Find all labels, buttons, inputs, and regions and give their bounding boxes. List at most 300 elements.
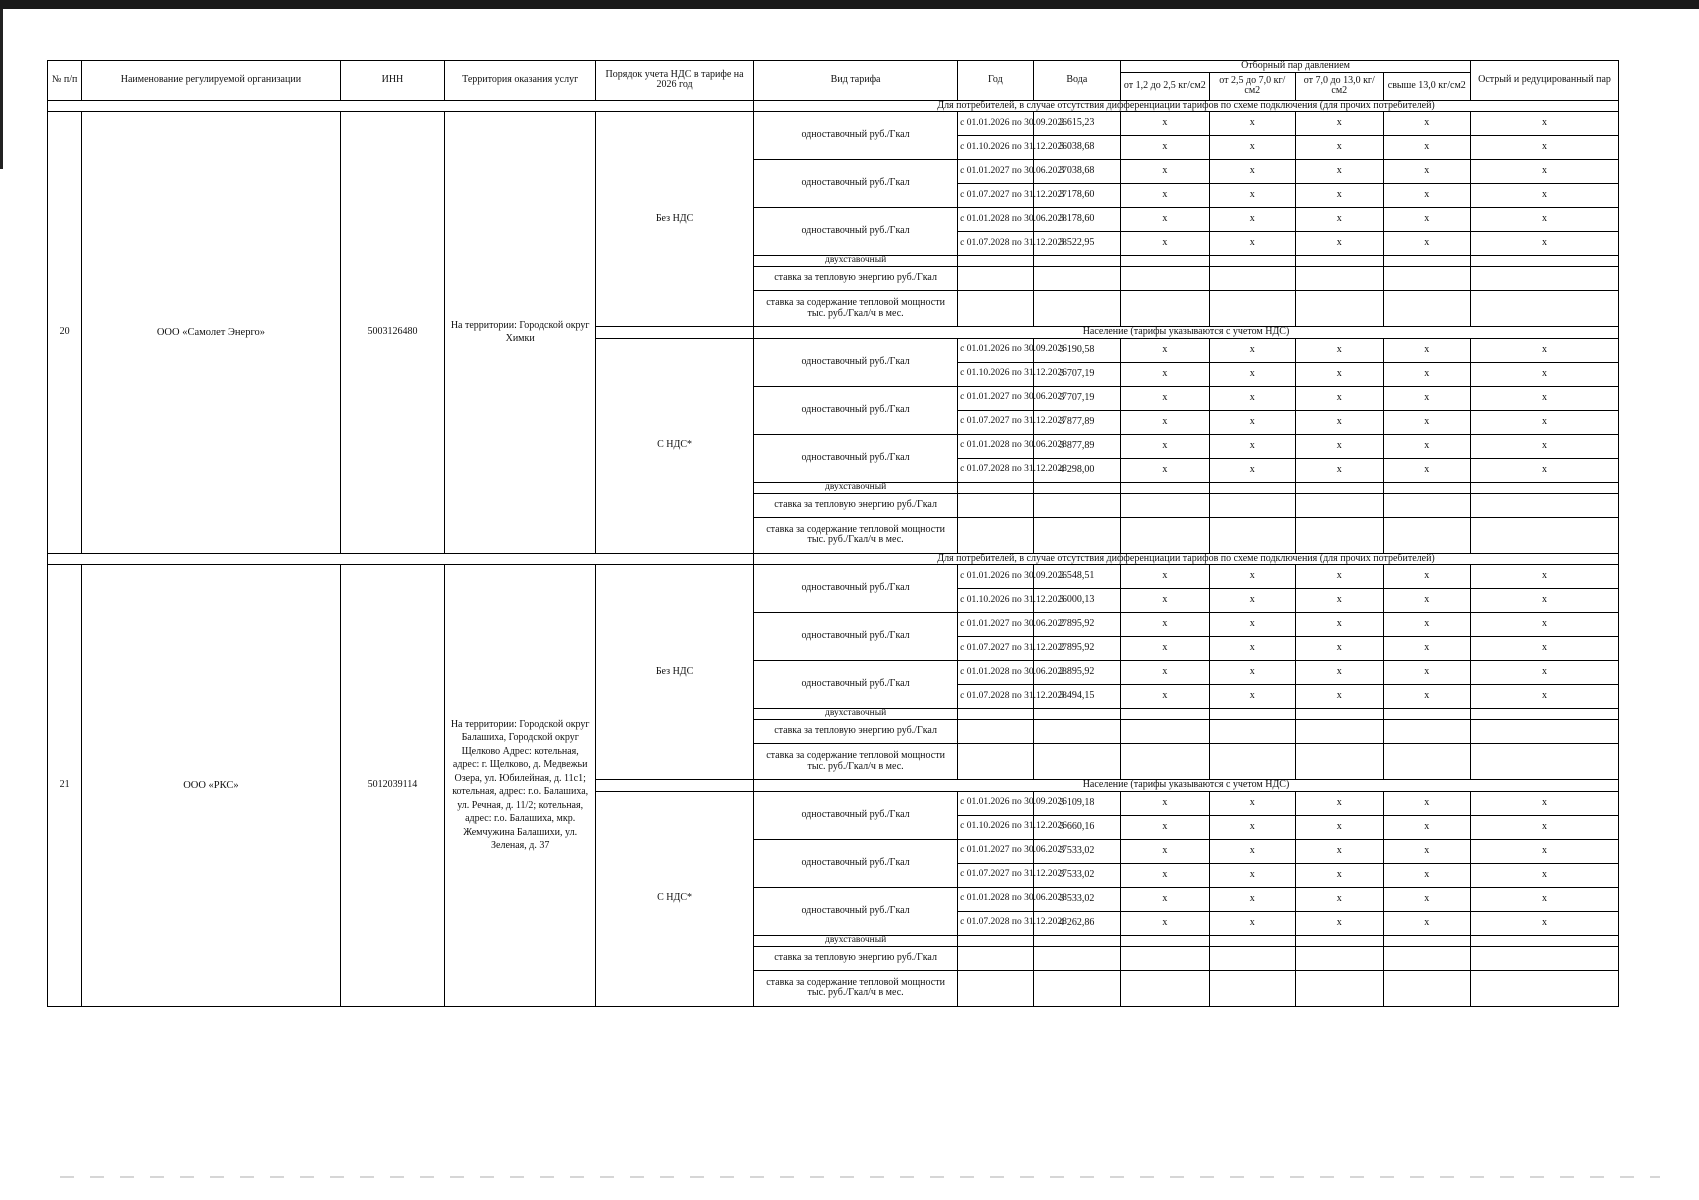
header-sharp-steam: Острый и редуцированный пар	[1471, 61, 1619, 101]
tariff-type-one-part: одноставочный руб./Гкал	[754, 839, 958, 887]
empty-cell	[958, 482, 1033, 493]
x-cell: x	[1383, 386, 1471, 410]
vat-group-with-vat: С НДС*	[596, 791, 754, 1006]
period-cell: с 01.10.2026 по 31.12.2026	[958, 136, 1033, 160]
x-cell: x	[1296, 112, 1383, 136]
period-cell: с 01.01.2027 по 30.06.2027	[958, 386, 1033, 410]
empty-cell	[1033, 720, 1120, 744]
x-cell: x	[1383, 362, 1471, 386]
x-cell: x	[1383, 887, 1471, 911]
empty-cell	[1383, 256, 1471, 267]
x-cell: x	[1209, 661, 1295, 685]
x-cell: x	[1383, 815, 1471, 839]
water-value: 3 178,60	[1033, 208, 1120, 232]
x-cell: x	[1209, 815, 1295, 839]
empty-cell	[1471, 256, 1619, 267]
rate-energy-label: ставка за тепловую энергию руб./Гкал	[754, 493, 958, 517]
rate-capacity-label: ставка за содержание тепловой мощности тыс. руб./Гкал/ч в мес.	[754, 970, 958, 1006]
empty-cell	[1209, 970, 1295, 1006]
empty-cell	[958, 970, 1033, 1006]
x-cell: x	[1471, 232, 1619, 256]
x-cell: x	[1121, 589, 1210, 613]
header-water: Вода	[1033, 61, 1120, 101]
section-other-consumers: Для потребителей, в случае отсутствия дифференциации тарифов по схеме подключения (для прочих потребителей)	[754, 100, 1619, 112]
x-cell: x	[1121, 815, 1210, 839]
x-cell: x	[1209, 362, 1295, 386]
period-cell: с 01.07.2027 по 31.12.2027	[958, 863, 1033, 887]
x-cell: x	[1471, 112, 1619, 136]
period-cell: с 01.01.2028 по 30.06.2028	[958, 208, 1033, 232]
header-steam-group: Отборный пар давлением	[1121, 61, 1471, 73]
empty-cell	[1471, 493, 1619, 517]
header-num: № п/п	[48, 61, 82, 101]
empty-cell	[1471, 291, 1619, 327]
water-value: 3 877,89	[1033, 434, 1120, 458]
empty-cell	[1383, 970, 1471, 1006]
x-cell: x	[1121, 434, 1210, 458]
empty-cell	[1209, 493, 1295, 517]
tariff-type-two-part: двухставочный	[754, 709, 958, 720]
x-cell: x	[1121, 661, 1210, 685]
tariff-type-two-part: двухставочный	[754, 482, 958, 493]
empty-cell	[1471, 946, 1619, 970]
x-cell: x	[1209, 839, 1295, 863]
x-cell: x	[1383, 589, 1471, 613]
section-blank	[596, 327, 754, 339]
empty-cell	[1383, 517, 1471, 553]
header-year: Год	[958, 61, 1033, 101]
water-value: 2 895,92	[1033, 613, 1120, 637]
water-value: 3 178,60	[1033, 184, 1120, 208]
water-value: 2 895,92	[1033, 661, 1120, 685]
x-cell: x	[1209, 637, 1295, 661]
x-cell: x	[1383, 136, 1471, 160]
empty-cell	[1471, 709, 1619, 720]
x-cell: x	[1296, 661, 1383, 685]
water-value: 3 190,58	[1033, 338, 1120, 362]
x-cell: x	[1121, 184, 1210, 208]
x-cell: x	[1121, 386, 1210, 410]
water-value: 3 533,02	[1033, 887, 1120, 911]
x-cell: x	[1296, 911, 1383, 935]
x-cell: x	[1383, 112, 1471, 136]
water-value: 3 877,89	[1033, 410, 1120, 434]
empty-cell	[1121, 709, 1210, 720]
period-cell: с 01.01.2026 по 30.09.2026	[958, 791, 1033, 815]
x-cell: x	[1471, 815, 1619, 839]
x-cell: x	[1383, 458, 1471, 482]
x-cell: x	[1209, 685, 1295, 709]
tariff-type-one-part: одноставочный руб./Гкал	[754, 613, 958, 661]
x-cell: x	[1296, 637, 1383, 661]
tariff-table	[47, 60, 1619, 1007]
empty-cell	[1209, 482, 1295, 493]
empty-cell	[1296, 946, 1383, 970]
empty-cell	[1383, 493, 1471, 517]
x-cell: x	[1209, 136, 1295, 160]
empty-cell	[1383, 744, 1471, 780]
x-cell: x	[1209, 911, 1295, 935]
x-cell: x	[1383, 685, 1471, 709]
x-cell: x	[1209, 338, 1295, 362]
x-cell: x	[1296, 458, 1383, 482]
x-cell: x	[1209, 589, 1295, 613]
x-cell: x	[1121, 458, 1210, 482]
x-cell: x	[1121, 362, 1210, 386]
org-number: 21	[48, 565, 82, 1007]
org-territory: На территории: Городской округ Балашиха, Городской округ Щелково Адрес: котельная, адрес: г. Щелково, д. Медвежьи Озера, ул. Юбилейная, д. 11с1; котельная, адрес: г.о. Балашиха, ул. Речная, д. 11/2; котельная, адрес: г.о. Балашиха, мкр. Жемчужина Балашихи, ул. Зеленая, д. 37	[445, 565, 596, 1007]
period-cell: с 01.01.2026 по 30.09.2026	[958, 112, 1033, 136]
empty-cell	[1121, 493, 1210, 517]
x-cell: x	[1383, 911, 1471, 935]
section-blank	[48, 553, 754, 565]
empty-cell	[1471, 517, 1619, 553]
empty-cell	[1471, 267, 1619, 291]
tariff-type-one-part: одноставочный руб./Гкал	[754, 434, 958, 482]
empty-cell	[1121, 720, 1210, 744]
period-cell: с 01.01.2028 по 30.06.2028	[958, 434, 1033, 458]
scan-left-edge	[0, 9, 3, 169]
org-number: 20	[48, 112, 82, 554]
x-cell: x	[1209, 112, 1295, 136]
x-cell: x	[1296, 791, 1383, 815]
empty-cell	[1033, 935, 1120, 946]
empty-cell	[1296, 744, 1383, 780]
x-cell: x	[1209, 458, 1295, 482]
water-value: 3 533,02	[1033, 839, 1120, 863]
org-inn: 5003126480	[340, 112, 445, 554]
empty-cell	[958, 946, 1033, 970]
x-cell: x	[1296, 184, 1383, 208]
empty-cell	[1121, 291, 1210, 327]
x-cell: x	[1471, 661, 1619, 685]
x-cell: x	[1121, 338, 1210, 362]
x-cell: x	[1121, 839, 1210, 863]
x-cell: x	[1383, 160, 1471, 184]
empty-cell	[1471, 970, 1619, 1006]
x-cell: x	[1209, 434, 1295, 458]
x-cell: x	[1383, 839, 1471, 863]
tariff-type-one-part: одноставочный руб./Гкал	[754, 208, 958, 256]
empty-cell	[1033, 482, 1120, 493]
empty-cell	[1033, 256, 1120, 267]
period-cell: с 01.10.2026 по 31.12.2026	[958, 362, 1033, 386]
empty-cell	[1209, 256, 1295, 267]
org-inn: 5012039114	[340, 565, 445, 1007]
tariff-type-one-part: одноставочный руб./Гкал	[754, 887, 958, 935]
period-cell: с 01.07.2027 по 31.12.2027	[958, 410, 1033, 434]
water-value: 4 298,00	[1033, 458, 1120, 482]
x-cell: x	[1383, 232, 1471, 256]
section-row	[48, 100, 1619, 112]
empty-cell	[1121, 517, 1210, 553]
x-cell: x	[1209, 887, 1295, 911]
empty-cell	[1033, 291, 1120, 327]
empty-cell	[1296, 720, 1383, 744]
rate-capacity-label: ставка за содержание тепловой мощности тыс. руб./Гкал/ч в мес.	[754, 517, 958, 553]
tariff-type-two-part: двухставочный	[754, 935, 958, 946]
period-cell: с 01.01.2026 по 30.09.2026	[958, 338, 1033, 362]
x-cell: x	[1471, 338, 1619, 362]
section-other-consumers: Для потребителей, в случае отсутствия дифференциации тарифов по схеме подключения (для прочих потребителей)	[754, 553, 1619, 565]
tariff-type-one-part: одноставочный руб./Гкал	[754, 386, 958, 434]
water-value: 4 262,86	[1033, 911, 1120, 935]
water-value: 3 000,13	[1033, 589, 1120, 613]
header-pressure-3: от 7,0 до 13,0 кг/см2	[1296, 72, 1383, 100]
empty-cell	[1383, 482, 1471, 493]
empty-cell	[1296, 935, 1383, 946]
x-cell: x	[1471, 839, 1619, 863]
empty-cell	[1209, 946, 1295, 970]
section-population: Население (тарифы указываются с учетом НДС)	[754, 327, 1619, 339]
x-cell: x	[1471, 685, 1619, 709]
x-cell: x	[1296, 136, 1383, 160]
x-cell: x	[1471, 136, 1619, 160]
empty-cell	[1209, 744, 1295, 780]
header-inn: ИНН	[340, 61, 445, 101]
x-cell: x	[1209, 410, 1295, 434]
empty-cell	[958, 256, 1033, 267]
period-cell: с 01.10.2026 по 31.12.2026	[958, 589, 1033, 613]
header-org: Наименование регулируемой организации	[82, 61, 340, 101]
x-cell: x	[1383, 208, 1471, 232]
x-cell: x	[1121, 160, 1210, 184]
x-cell: x	[1121, 232, 1210, 256]
x-cell: x	[1296, 685, 1383, 709]
tariff-type-one-part: одноставочный руб./Гкал	[754, 338, 958, 386]
period-cell: с 01.07.2028 по 31.12.2028	[958, 911, 1033, 935]
section-row	[48, 553, 1619, 565]
vat-group-no-vat: Без НДС	[596, 112, 754, 327]
empty-cell	[1296, 267, 1383, 291]
water-value: 2 615,23	[1033, 112, 1120, 136]
tariff-type-one-part: одноставочный руб./Гкал	[754, 112, 958, 160]
x-cell: x	[1471, 911, 1619, 935]
tariff-type-one-part: одноставочный руб./Гкал	[754, 565, 958, 613]
empty-cell	[1296, 970, 1383, 1006]
x-cell: x	[1471, 208, 1619, 232]
water-value: 2 548,51	[1033, 565, 1120, 589]
x-cell: x	[1471, 362, 1619, 386]
x-cell: x	[1121, 887, 1210, 911]
period-cell: с 01.01.2027 по 30.06.2027	[958, 160, 1033, 184]
x-cell: x	[1209, 565, 1295, 589]
water-value: 2 895,92	[1033, 637, 1120, 661]
empty-cell	[1121, 935, 1210, 946]
rate-energy-label: ставка за тепловую энергию руб./Гкал	[754, 267, 958, 291]
scan-noise-line	[60, 1176, 1660, 1178]
empty-cell	[1471, 482, 1619, 493]
empty-cell	[1209, 291, 1295, 327]
x-cell: x	[1383, 184, 1471, 208]
empty-cell	[1209, 517, 1295, 553]
empty-cell	[1296, 482, 1383, 493]
empty-cell	[1209, 709, 1295, 720]
x-cell: x	[1383, 661, 1471, 685]
x-cell: x	[1383, 565, 1471, 589]
period-row	[48, 112, 1619, 136]
x-cell: x	[1296, 338, 1383, 362]
x-cell: x	[1121, 565, 1210, 589]
empty-cell	[1471, 935, 1619, 946]
period-cell: с 01.07.2027 по 31.12.2027	[958, 637, 1033, 661]
x-cell: x	[1296, 362, 1383, 386]
x-cell: x	[1471, 386, 1619, 410]
tariff-body	[48, 100, 1619, 1006]
x-cell: x	[1296, 589, 1383, 613]
empty-cell	[1121, 267, 1210, 291]
x-cell: x	[1121, 863, 1210, 887]
empty-cell	[1033, 517, 1120, 553]
empty-cell	[1033, 946, 1120, 970]
water-value: 3 707,19	[1033, 362, 1120, 386]
empty-cell	[1033, 970, 1120, 1006]
x-cell: x	[1296, 887, 1383, 911]
x-cell: x	[1471, 458, 1619, 482]
x-cell: x	[1209, 791, 1295, 815]
header-pressure-4: свыше 13,0 кг/см2	[1383, 72, 1471, 100]
empty-cell	[1033, 744, 1120, 780]
x-cell: x	[1296, 613, 1383, 637]
x-cell: x	[1121, 613, 1210, 637]
tariff-type-one-part: одноставочный руб./Гкал	[754, 160, 958, 208]
x-cell: x	[1296, 160, 1383, 184]
tariff-type-one-part: одноставочный руб./Гкал	[754, 791, 958, 839]
period-cell: с 01.07.2027 по 31.12.2027	[958, 184, 1033, 208]
empty-cell	[1383, 720, 1471, 744]
x-cell: x	[1471, 184, 1619, 208]
empty-cell	[1033, 493, 1120, 517]
water-value: 3 707,19	[1033, 386, 1120, 410]
empty-cell	[1121, 970, 1210, 1006]
vat-group-no-vat: Без НДС	[596, 565, 754, 780]
period-cell: с 01.01.2027 по 30.06.2027	[958, 839, 1033, 863]
empty-cell	[1471, 744, 1619, 780]
x-cell: x	[1471, 863, 1619, 887]
x-cell: x	[1471, 887, 1619, 911]
tariff-type-two-part: двухставочный	[754, 256, 958, 267]
empty-cell	[958, 517, 1033, 553]
empty-cell	[958, 720, 1033, 744]
empty-cell	[1383, 267, 1471, 291]
x-cell: x	[1209, 863, 1295, 887]
empty-cell	[1033, 709, 1120, 720]
x-cell: x	[1121, 136, 1210, 160]
x-cell: x	[1121, 791, 1210, 815]
x-cell: x	[1471, 589, 1619, 613]
period-cell: с 01.01.2027 по 30.06.2027	[958, 613, 1033, 637]
x-cell: x	[1209, 208, 1295, 232]
scan-top-edge	[0, 0, 1699, 9]
water-value: 3 109,18	[1033, 791, 1120, 815]
empty-cell	[1296, 709, 1383, 720]
x-cell: x	[1383, 613, 1471, 637]
x-cell: x	[1121, 208, 1210, 232]
period-cell: с 01.07.2028 по 31.12.2028	[958, 685, 1033, 709]
water-value: 3 038,68	[1033, 136, 1120, 160]
period-cell: с 01.01.2028 по 30.06.2028	[958, 661, 1033, 685]
empty-cell	[958, 267, 1033, 291]
x-cell: x	[1121, 911, 1210, 935]
x-cell: x	[1209, 184, 1295, 208]
water-value: 3 038,68	[1033, 160, 1120, 184]
rate-capacity-label: ставка за содержание тепловой мощности тыс. руб./Гкал/ч в мес.	[754, 291, 958, 327]
x-cell: x	[1209, 386, 1295, 410]
section-blank	[48, 100, 754, 112]
rate-energy-label: ставка за тепловую энергию руб./Гкал	[754, 720, 958, 744]
empty-cell	[1121, 946, 1210, 970]
empty-cell	[1121, 744, 1210, 780]
empty-cell	[1296, 517, 1383, 553]
period-cell: с 01.01.2026 по 30.09.2026	[958, 565, 1033, 589]
x-cell: x	[1383, 637, 1471, 661]
empty-cell	[1121, 256, 1210, 267]
x-cell: x	[1121, 112, 1210, 136]
empty-cell	[1296, 256, 1383, 267]
x-cell: x	[1121, 637, 1210, 661]
rate-capacity-label: ставка за содержание тепловой мощности тыс. руб./Гкал/ч в мес.	[754, 744, 958, 780]
rate-energy-label: ставка за тепловую энергию руб./Гкал	[754, 946, 958, 970]
empty-cell	[1033, 267, 1120, 291]
period-cell: с 01.07.2028 по 31.12.2028	[958, 458, 1033, 482]
x-cell: x	[1471, 410, 1619, 434]
org-name: ООО «Самолет Энерго»	[82, 112, 340, 554]
x-cell: x	[1383, 863, 1471, 887]
empty-cell	[958, 291, 1033, 327]
period-row	[48, 565, 1619, 589]
x-cell: x	[1471, 160, 1619, 184]
empty-cell	[1209, 935, 1295, 946]
vat-group-with-vat: С НДС*	[596, 338, 754, 553]
x-cell: x	[1296, 863, 1383, 887]
x-cell: x	[1471, 613, 1619, 637]
x-cell: x	[1471, 791, 1619, 815]
header-tariff-type: Вид тарифа	[754, 61, 958, 101]
x-cell: x	[1383, 791, 1471, 815]
x-cell: x	[1296, 208, 1383, 232]
water-value: 3 660,16	[1033, 815, 1120, 839]
x-cell: x	[1296, 232, 1383, 256]
x-cell: x	[1209, 232, 1295, 256]
empty-cell	[1209, 267, 1295, 291]
x-cell: x	[1383, 434, 1471, 458]
empty-cell	[1296, 291, 1383, 327]
x-cell: x	[1209, 160, 1295, 184]
period-cell: с 01.10.2026 по 31.12.2026	[958, 815, 1033, 839]
period-cell: с 01.07.2028 по 31.12.2028	[958, 232, 1033, 256]
empty-cell	[1121, 482, 1210, 493]
x-cell: x	[1471, 637, 1619, 661]
header-territory: Территория оказания услуг	[445, 61, 596, 101]
header-pressure-2: от 2,5 до 7,0 кг/см2	[1209, 72, 1295, 100]
empty-cell	[958, 709, 1033, 720]
empty-cell	[1383, 709, 1471, 720]
x-cell: x	[1296, 410, 1383, 434]
header-pressure-1: от 1,2 до 2,5 кг/см2	[1121, 72, 1210, 100]
x-cell: x	[1471, 565, 1619, 589]
section-blank	[596, 780, 754, 792]
x-cell: x	[1121, 410, 1210, 434]
section-population: Население (тарифы указываются с учетом НДС)	[754, 780, 1619, 792]
x-cell: x	[1121, 685, 1210, 709]
water-value: 3 494,15	[1033, 685, 1120, 709]
empty-cell	[1209, 720, 1295, 744]
empty-cell	[1296, 493, 1383, 517]
x-cell: x	[1296, 565, 1383, 589]
x-cell: x	[1383, 338, 1471, 362]
tariff-type-one-part: одноставочный руб./Гкал	[754, 661, 958, 709]
org-name: ООО «РКС»	[82, 565, 340, 1007]
